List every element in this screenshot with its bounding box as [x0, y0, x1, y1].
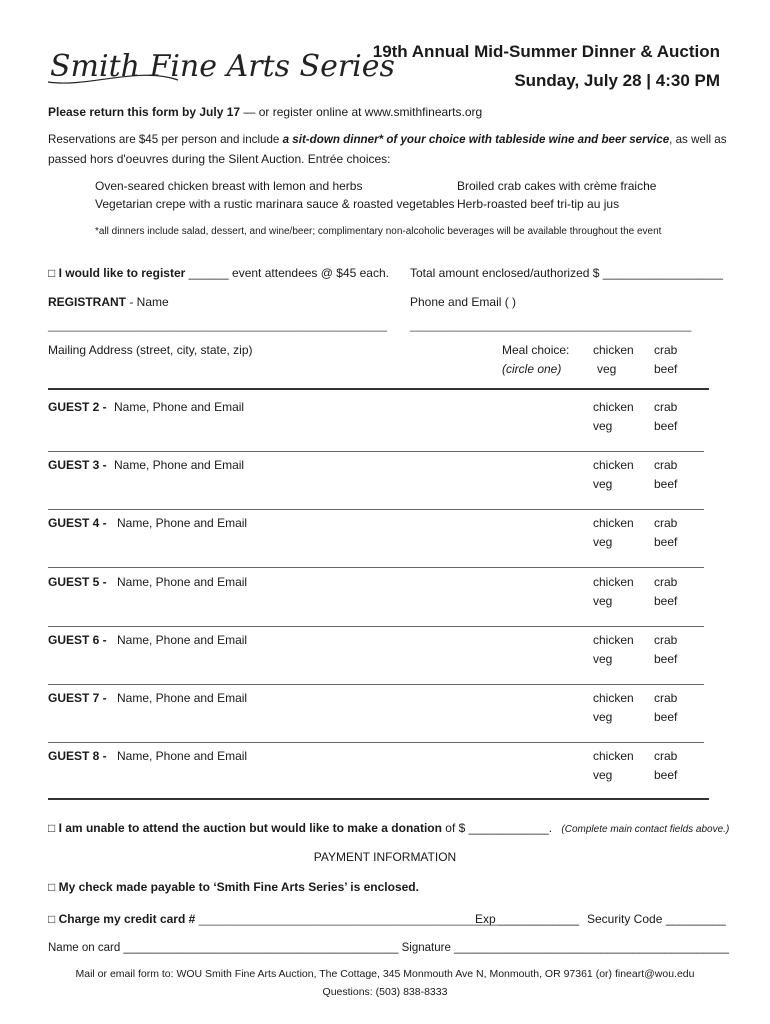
donation-row[interactable]: [48, 821, 729, 835]
logo-wordmark: Smith Fine Arts Series: [50, 49, 395, 84]
guest-meal-crab[interactable]: crab: [654, 632, 678, 647]
guest-meal-veg[interactable]: veg: [593, 535, 613, 550]
donation-checkbox[interactable]: □: [48, 821, 56, 835]
guest-meal-veg[interactable]: veg: [593, 768, 613, 783]
guest-meal-crab[interactable]: crab: [654, 400, 678, 414]
guest-meal-chicken[interactable]: chicken: [593, 632, 634, 647]
reservation-text-c: , as well as: [669, 133, 727, 146]
guest-field-label: Name, Phone and Email: [114, 458, 245, 473]
questions-phone: Questions: (503) 838-8333: [322, 986, 448, 998]
guest-meal-veg[interactable]: veg: [593, 593, 613, 608]
guest-label: GUEST 3 -: [48, 458, 107, 473]
register-checkbox[interactable]: □: [48, 266, 56, 280]
guest-meal-chicken[interactable]: chicken: [593, 574, 634, 589]
guest-divider: [48, 684, 704, 685]
guest-field-label: Name, Phone and Email: [117, 691, 248, 705]
reservation-text-a: Reservations are $45 per person and include: [48, 133, 283, 146]
donation-note: (Complete main contact fields above.): [561, 824, 730, 835]
attendee-count-field[interactable]: ______: [188, 266, 229, 280]
phone-email-label: Phone and Email ( ): [410, 295, 517, 309]
guest-label: GUEST 2 -: [48, 400, 107, 414]
dinner-footnote: *all dinners include salad, dessert, and wine/beer; complimentary non-alcoholic beverages will be available throughout the event: [95, 226, 662, 237]
mailing-address-label: Mailing Address (street, city, state, zip): [48, 343, 253, 357]
event-title: 19th Annual Mid-Summer Dinner & Auction: [372, 42, 720, 61]
register-online-text: — or register online at www.smithfinearts.org: [240, 105, 483, 119]
registrant-meal-crab[interactable]: crab: [654, 343, 678, 357]
registrant-divider: [48, 388, 709, 390]
guest-meal-chicken[interactable]: chicken: [593, 691, 634, 705]
entree-chicken: Oven-seared chicken breast with lemon and herbs: [95, 179, 363, 193]
guest-meal-crab[interactable]: crab: [654, 516, 678, 531]
registrant-phone-line[interactable]: ____________________________________________: [410, 320, 692, 332]
total-amount-field[interactable]: Total amount enclosed/authorized $ __________________: [410, 266, 723, 280]
guest-divider: [48, 509, 704, 510]
registrant-meal-beef[interactable]: beef: [654, 362, 678, 376]
guest-meal-crab[interactable]: crab: [654, 749, 678, 764]
guest-meal-crab[interactable]: crab: [654, 691, 678, 705]
register-rate: event attendees @ $45 each.: [232, 266, 389, 280]
guest-field-label: Name, Phone and Email: [117, 632, 248, 647]
guest-meal-veg[interactable]: veg: [593, 651, 613, 666]
circle-one-label: (circle one): [502, 362, 562, 376]
security-code-field[interactable]: Security Code _________: [587, 912, 726, 926]
guest-meal-beef[interactable]: beef: [654, 477, 678, 492]
check-label: My check made payable to ‘Smith Fine Arts Series’ is enclosed.: [58, 880, 419, 894]
donation-amount-field[interactable]: of $ ____________.: [441, 821, 553, 835]
guest-meal-chicken[interactable]: chicken: [593, 458, 634, 473]
mailing-instructions: Mail or email form to: WOU Smith Fine Arts Auction, The Cottage, 345 Monmouth Ave N, Monmouth, OR 97361 (or) fineart@wou.edu: [75, 968, 695, 980]
guest-label: GUEST 6 -: [48, 632, 107, 647]
register-label: I would like to register: [58, 266, 186, 280]
check-checkbox[interactable]: □: [48, 880, 56, 894]
registrant-meal-veg[interactable]: veg: [597, 362, 617, 376]
guest-meal-beef[interactable]: beef: [654, 535, 678, 550]
payment-heading: PAYMENT INFORMATION: [313, 850, 457, 864]
guest-meal-crab[interactable]: crab: [654, 458, 678, 473]
guests-bottom-divider: [48, 798, 709, 800]
registrant-meal-chicken[interactable]: chicken: [593, 343, 634, 357]
guest-meal-crab[interactable]: crab: [654, 574, 678, 589]
guest-meal-veg[interactable]: veg: [593, 419, 613, 433]
guest-meal-beef[interactable]: beef: [654, 651, 678, 666]
guest-meal-chicken[interactable]: chicken: [593, 516, 634, 531]
reservation-text-2: passed hors d'oeuvres during the Silent Auction. Entrée choices:: [48, 152, 391, 166]
entree-vegetarian: Vegetarian crepe with a rustic marinara sauce & roasted vegetables: [95, 197, 455, 211]
check-row[interactable]: [48, 880, 419, 894]
entree-crab: Broiled crab cakes with crème fraiche: [457, 179, 657, 193]
register-row[interactable]: [48, 266, 389, 280]
reservation-text-bold: a sit-down dinner* of your choice with tableside wine and beer service: [282, 133, 670, 146]
guest-field-label: Name, Phone and Email: [117, 516, 248, 531]
guest-meal-veg[interactable]: veg: [593, 477, 613, 492]
credit-card-number-field[interactable]: _____________________________________________: [198, 912, 499, 926]
guest-divider: [48, 742, 704, 743]
guest-meal-beef[interactable]: beef: [654, 710, 678, 724]
credit-card-checkbox[interactable]: □: [48, 912, 56, 926]
entree-beef: Herb-roasted beef tri-tip au jus: [457, 197, 620, 211]
registrant-label: [48, 295, 169, 309]
credit-card-row[interactable]: [48, 912, 499, 926]
registrant-name-label: - Name: [126, 295, 169, 309]
credit-card-label: Charge my credit card #: [58, 912, 196, 926]
guest-meal-chicken[interactable]: chicken: [593, 400, 634, 414]
registrant-name-line[interactable]: _____________________________________________________: [48, 320, 387, 332]
guest-meal-beef[interactable]: beef: [654, 419, 678, 433]
donation-label: I am unable to attend the auction but would like to make a donation: [58, 821, 442, 835]
guest-meal-beef[interactable]: beef: [654, 593, 678, 608]
reservation-text-1: [48, 133, 727, 146]
name-signature-row[interactable]: Name on card ___________________________________________ Signature ___________________________________________: [48, 942, 730, 954]
guest-label: GUEST 4 -: [48, 516, 107, 531]
guest-meal-beef[interactable]: beef: [654, 768, 678, 783]
guest-field-label: Name, Phone and Email: [117, 574, 248, 589]
return-deadline: Please return this form by July 17: [48, 105, 241, 119]
smith-fine-arts-series-logo: [48, 36, 395, 90]
guest-divider: [48, 451, 704, 452]
return-instructions: [48, 105, 482, 119]
registrant-label-bold: REGISTRANT: [48, 295, 126, 309]
guest-meal-chicken[interactable]: chicken: [593, 749, 634, 764]
guest-meal-veg[interactable]: veg: [593, 710, 613, 724]
expiration-field[interactable]: Exp ____________: [475, 912, 580, 926]
guest-label: GUEST 5 -: [48, 574, 107, 589]
guest-label: GUEST 7 -: [48, 691, 107, 705]
guest-label: GUEST 8 -: [48, 749, 107, 764]
guest-divider: [48, 567, 704, 568]
guest-field-label: Name, Phone and Email: [114, 400, 245, 414]
guest-divider: [48, 626, 704, 627]
meal-choice-label: Meal choice:: [502, 343, 570, 357]
event-date: Sunday, July 28 | 4:30 PM: [514, 71, 720, 90]
guest-field-label: Name, Phone and Email: [117, 749, 248, 764]
